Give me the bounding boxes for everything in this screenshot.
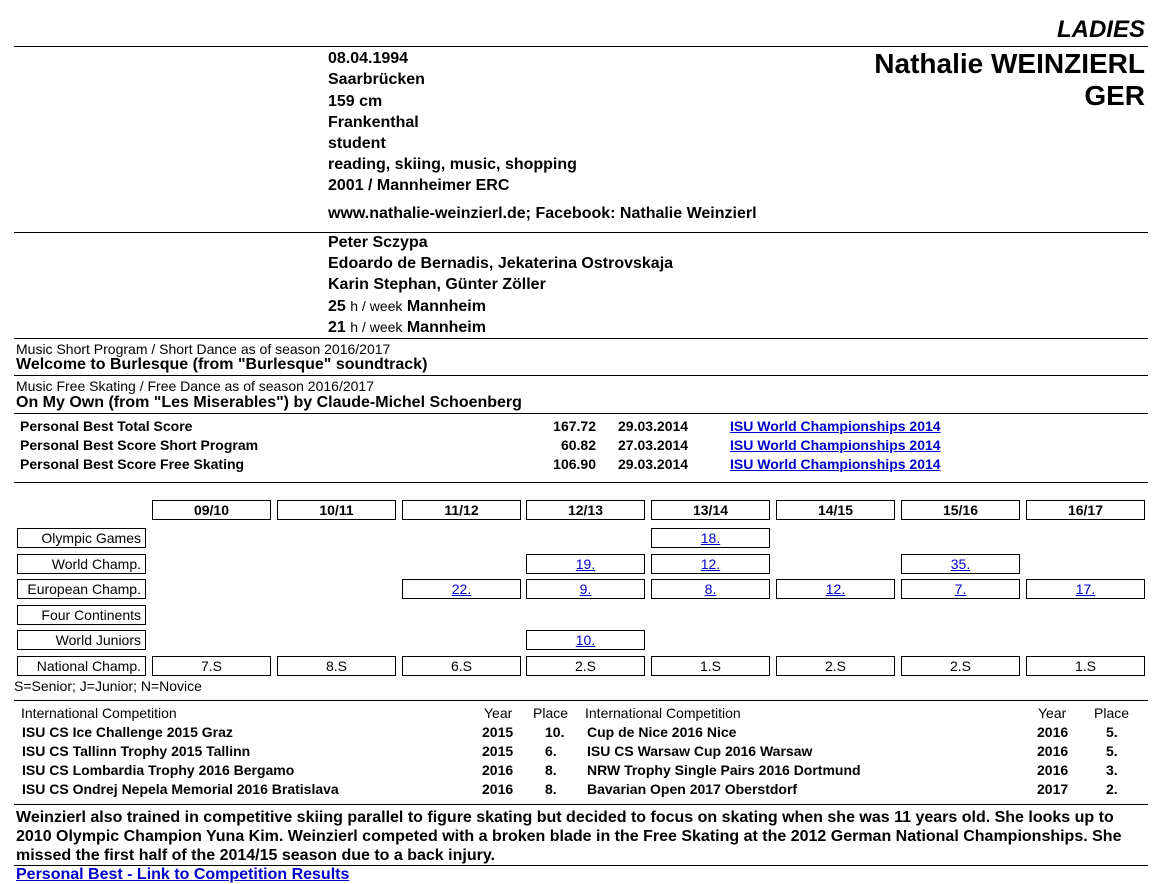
competition-place: 8. bbox=[545, 762, 557, 778]
divider bbox=[14, 413, 1148, 414]
competition-place: 8. bbox=[545, 781, 557, 797]
divider bbox=[14, 46, 1148, 47]
competition-name: ISU CS Warsaw Cup 2016 Warsaw bbox=[587, 743, 813, 759]
season-header: 09/10 bbox=[152, 500, 271, 520]
competition-year: 2016 bbox=[1037, 724, 1069, 740]
result-cell bbox=[776, 656, 895, 676]
result-row-label: World Juniors bbox=[17, 630, 146, 650]
competition-place: 5. bbox=[1106, 724, 1118, 740]
competition-year: 2016 bbox=[1037, 762, 1069, 778]
profile-value: Karin Stephan, Günter Zöller bbox=[328, 276, 546, 293]
divider bbox=[14, 375, 1148, 376]
result-cell[interactable] bbox=[526, 630, 645, 650]
result-link[interactable]: 8. bbox=[704, 581, 717, 597]
music-short-label: Music Short Program / Short Dance as of season 2016/2017 bbox=[16, 341, 391, 357]
result-row-label: National Champ. bbox=[17, 656, 146, 676]
practice-unit: h / week bbox=[350, 319, 403, 335]
profile-value: 08.04.1994 bbox=[328, 50, 409, 67]
music-free-value: On My Own (from "Les Miserables") by Claude-Michel Schoenberg bbox=[16, 394, 522, 411]
pb-date: 29.03.2014 bbox=[618, 456, 689, 472]
result-cell bbox=[152, 656, 271, 676]
competition-place: 2. bbox=[1106, 781, 1118, 797]
result-link[interactable]: 7. bbox=[954, 581, 967, 597]
result-link[interactable]: 12. bbox=[825, 581, 846, 597]
result-row-label: World Champ. bbox=[17, 554, 146, 574]
profile-value: www.nathalie-weinzierl.de; Facebook: Nathalie Weinzierl bbox=[328, 205, 757, 222]
competition-name: Cup de Nice 2016 Nice bbox=[587, 724, 737, 740]
competition-name: Bavarian Open 2017 Oberstdorf bbox=[587, 781, 798, 797]
season-header: 14/15 bbox=[776, 500, 895, 520]
pb-date: 29.03.2014 bbox=[618, 418, 689, 434]
pb-event-link[interactable]: ISU World Championships 2014 bbox=[730, 418, 941, 434]
profile-value bbox=[328, 297, 486, 316]
competition-place: 3. bbox=[1106, 762, 1118, 778]
pb-event-link[interactable]: ISU World Championships 2014 bbox=[730, 437, 941, 453]
pb-score: 167.72 bbox=[553, 418, 596, 434]
result-link[interactable]: 9. bbox=[579, 581, 592, 597]
practice-place: Mannheim bbox=[406, 319, 486, 336]
practice-hours: 25 bbox=[328, 298, 346, 315]
season-header: 15/16 bbox=[901, 500, 1020, 520]
profile-value: Frankenthal bbox=[328, 114, 419, 131]
athlete-name: Nathalie WEINZIERL bbox=[874, 48, 1145, 79]
result-value: 6.S bbox=[450, 658, 472, 674]
result-value: 2.S bbox=[824, 658, 846, 674]
divider bbox=[14, 482, 1148, 483]
result-cell[interactable] bbox=[776, 579, 895, 599]
result-value: 2.S bbox=[949, 658, 971, 674]
profile-value: student bbox=[328, 135, 386, 152]
result-value: 1.S bbox=[699, 658, 721, 674]
competition-place: 10. bbox=[545, 724, 565, 740]
place-header: Place bbox=[1094, 705, 1130, 721]
profile-value: Saarbrücken bbox=[328, 71, 425, 88]
season-header: 12/13 bbox=[526, 500, 645, 520]
personal-best-link[interactable]: Personal Best - Link to Competition Results bbox=[16, 866, 350, 883]
practice-unit: h / week bbox=[350, 298, 403, 314]
pb-label: Personal Best Score Short Program bbox=[20, 437, 259, 453]
profile-value: reading, skiing, music, shopping bbox=[328, 156, 577, 173]
music-short-value: Welcome to Burlesque (from "Burlesque" soundtrack) bbox=[16, 356, 428, 373]
result-value: 8.S bbox=[325, 658, 347, 674]
legend: S=Senior; J=Junior; N=Novice bbox=[14, 678, 202, 694]
result-cell bbox=[1026, 656, 1145, 676]
result-cell[interactable] bbox=[402, 579, 521, 599]
pb-score: 106.90 bbox=[553, 456, 596, 472]
competition-header: International Competition bbox=[21, 705, 177, 721]
competition-name: ISU CS Tallinn Trophy 2015 Tallinn bbox=[22, 743, 251, 759]
profile-value: 2001 / Mannheimer ERC bbox=[328, 177, 510, 194]
season-header: 16/17 bbox=[1026, 500, 1145, 520]
competition-name: NRW Trophy Single Pairs 2016 Dortmund bbox=[587, 762, 861, 778]
divider bbox=[14, 804, 1148, 805]
competition-year: 2016 bbox=[482, 762, 514, 778]
result-row-label: Olympic Games bbox=[17, 528, 146, 548]
pb-label: Personal Best Total Score bbox=[20, 418, 193, 434]
competition-year: 2016 bbox=[1037, 743, 1069, 759]
result-cell bbox=[901, 656, 1020, 676]
pb-event-link[interactable]: ISU World Championships 2014 bbox=[730, 456, 941, 472]
season-header: 13/14 bbox=[651, 500, 770, 520]
result-cell bbox=[402, 656, 521, 676]
profile-value: Edoardo de Bernadis, Jekaterina Ostrovskaja bbox=[328, 255, 674, 272]
pb-score: 60.82 bbox=[560, 437, 596, 453]
result-link[interactable]: 18. bbox=[700, 530, 721, 546]
result-link[interactable]: 17. bbox=[1075, 581, 1096, 597]
result-row-label: European Champ. bbox=[17, 579, 146, 599]
divider bbox=[14, 338, 1148, 339]
season-header: 10/11 bbox=[277, 500, 396, 520]
year-header: Year bbox=[1038, 705, 1067, 721]
competition-place: 5. bbox=[1106, 743, 1118, 759]
competition-place: 6. bbox=[545, 743, 557, 759]
result-cell[interactable] bbox=[651, 579, 770, 599]
result-row-label: Four Continents bbox=[17, 605, 146, 625]
competition-year: 2016 bbox=[482, 781, 514, 797]
practice-place: Mannheim bbox=[406, 298, 486, 315]
result-cell bbox=[526, 656, 645, 676]
result-link[interactable]: 19. bbox=[575, 556, 596, 572]
result-cell[interactable] bbox=[901, 554, 1020, 574]
season-header: 11/12 bbox=[402, 500, 521, 520]
result-value: 1.S bbox=[1074, 658, 1096, 674]
result-cell[interactable] bbox=[651, 554, 770, 574]
profile-value bbox=[328, 318, 486, 337]
result-cell[interactable] bbox=[526, 554, 645, 574]
category-heading: LADIES bbox=[1056, 16, 1145, 43]
result-cell[interactable] bbox=[1026, 579, 1145, 599]
result-cell bbox=[277, 656, 396, 676]
competition-year: 2017 bbox=[1037, 781, 1069, 797]
place-header: Place bbox=[533, 705, 569, 721]
competition-year: 2015 bbox=[482, 743, 514, 759]
result-link[interactable]: 12. bbox=[700, 556, 721, 572]
profile-value: Peter Sczypa bbox=[328, 234, 428, 251]
result-link[interactable]: 10. bbox=[575, 632, 596, 648]
competition-name: ISU CS Ice Challenge 2015 Graz bbox=[22, 724, 233, 740]
practice-hours: 21 bbox=[328, 319, 346, 336]
biography: Weinzierl also trained in competitive skiing parallel to figure skating but decided to focus on skating when she was 11 years old. She looks up to 2010 Olympic Champion Yuna Kim. Weinzierl competed with a broken blade in the Free Skating at the 2012 German National Championships. She missed the first half of the 2014/15 season due to a back injury. bbox=[16, 809, 1122, 864]
competition-header: International Competition bbox=[585, 705, 741, 721]
music-free-label: Music Free Skating / Free Dance as of season 2016/2017 bbox=[16, 378, 374, 394]
divider bbox=[14, 232, 1148, 233]
result-value: 7.S bbox=[200, 658, 222, 674]
result-value: 2.S bbox=[574, 658, 596, 674]
result-link[interactable]: 35. bbox=[950, 556, 971, 572]
year-header: Year bbox=[484, 705, 513, 721]
pb-label: Personal Best Score Free Skating bbox=[20, 456, 245, 472]
pb-date: 27.03.2014 bbox=[618, 437, 689, 453]
competition-name: ISU CS Lombardia Trophy 2016 Bergamo bbox=[22, 762, 295, 778]
divider bbox=[14, 700, 1148, 701]
result-cell[interactable] bbox=[901, 579, 1020, 599]
athlete-nation: GER bbox=[1084, 80, 1145, 111]
result-link[interactable]: 22. bbox=[451, 581, 472, 597]
competition-year: 2015 bbox=[482, 724, 514, 740]
result-cell bbox=[651, 656, 770, 676]
result-cell[interactable] bbox=[651, 528, 770, 548]
competition-name: ISU CS Ondrej Nepela Memorial 2016 Bratislava bbox=[22, 781, 339, 797]
result-cell[interactable] bbox=[526, 579, 645, 599]
profile-value: 159 cm bbox=[328, 93, 383, 110]
